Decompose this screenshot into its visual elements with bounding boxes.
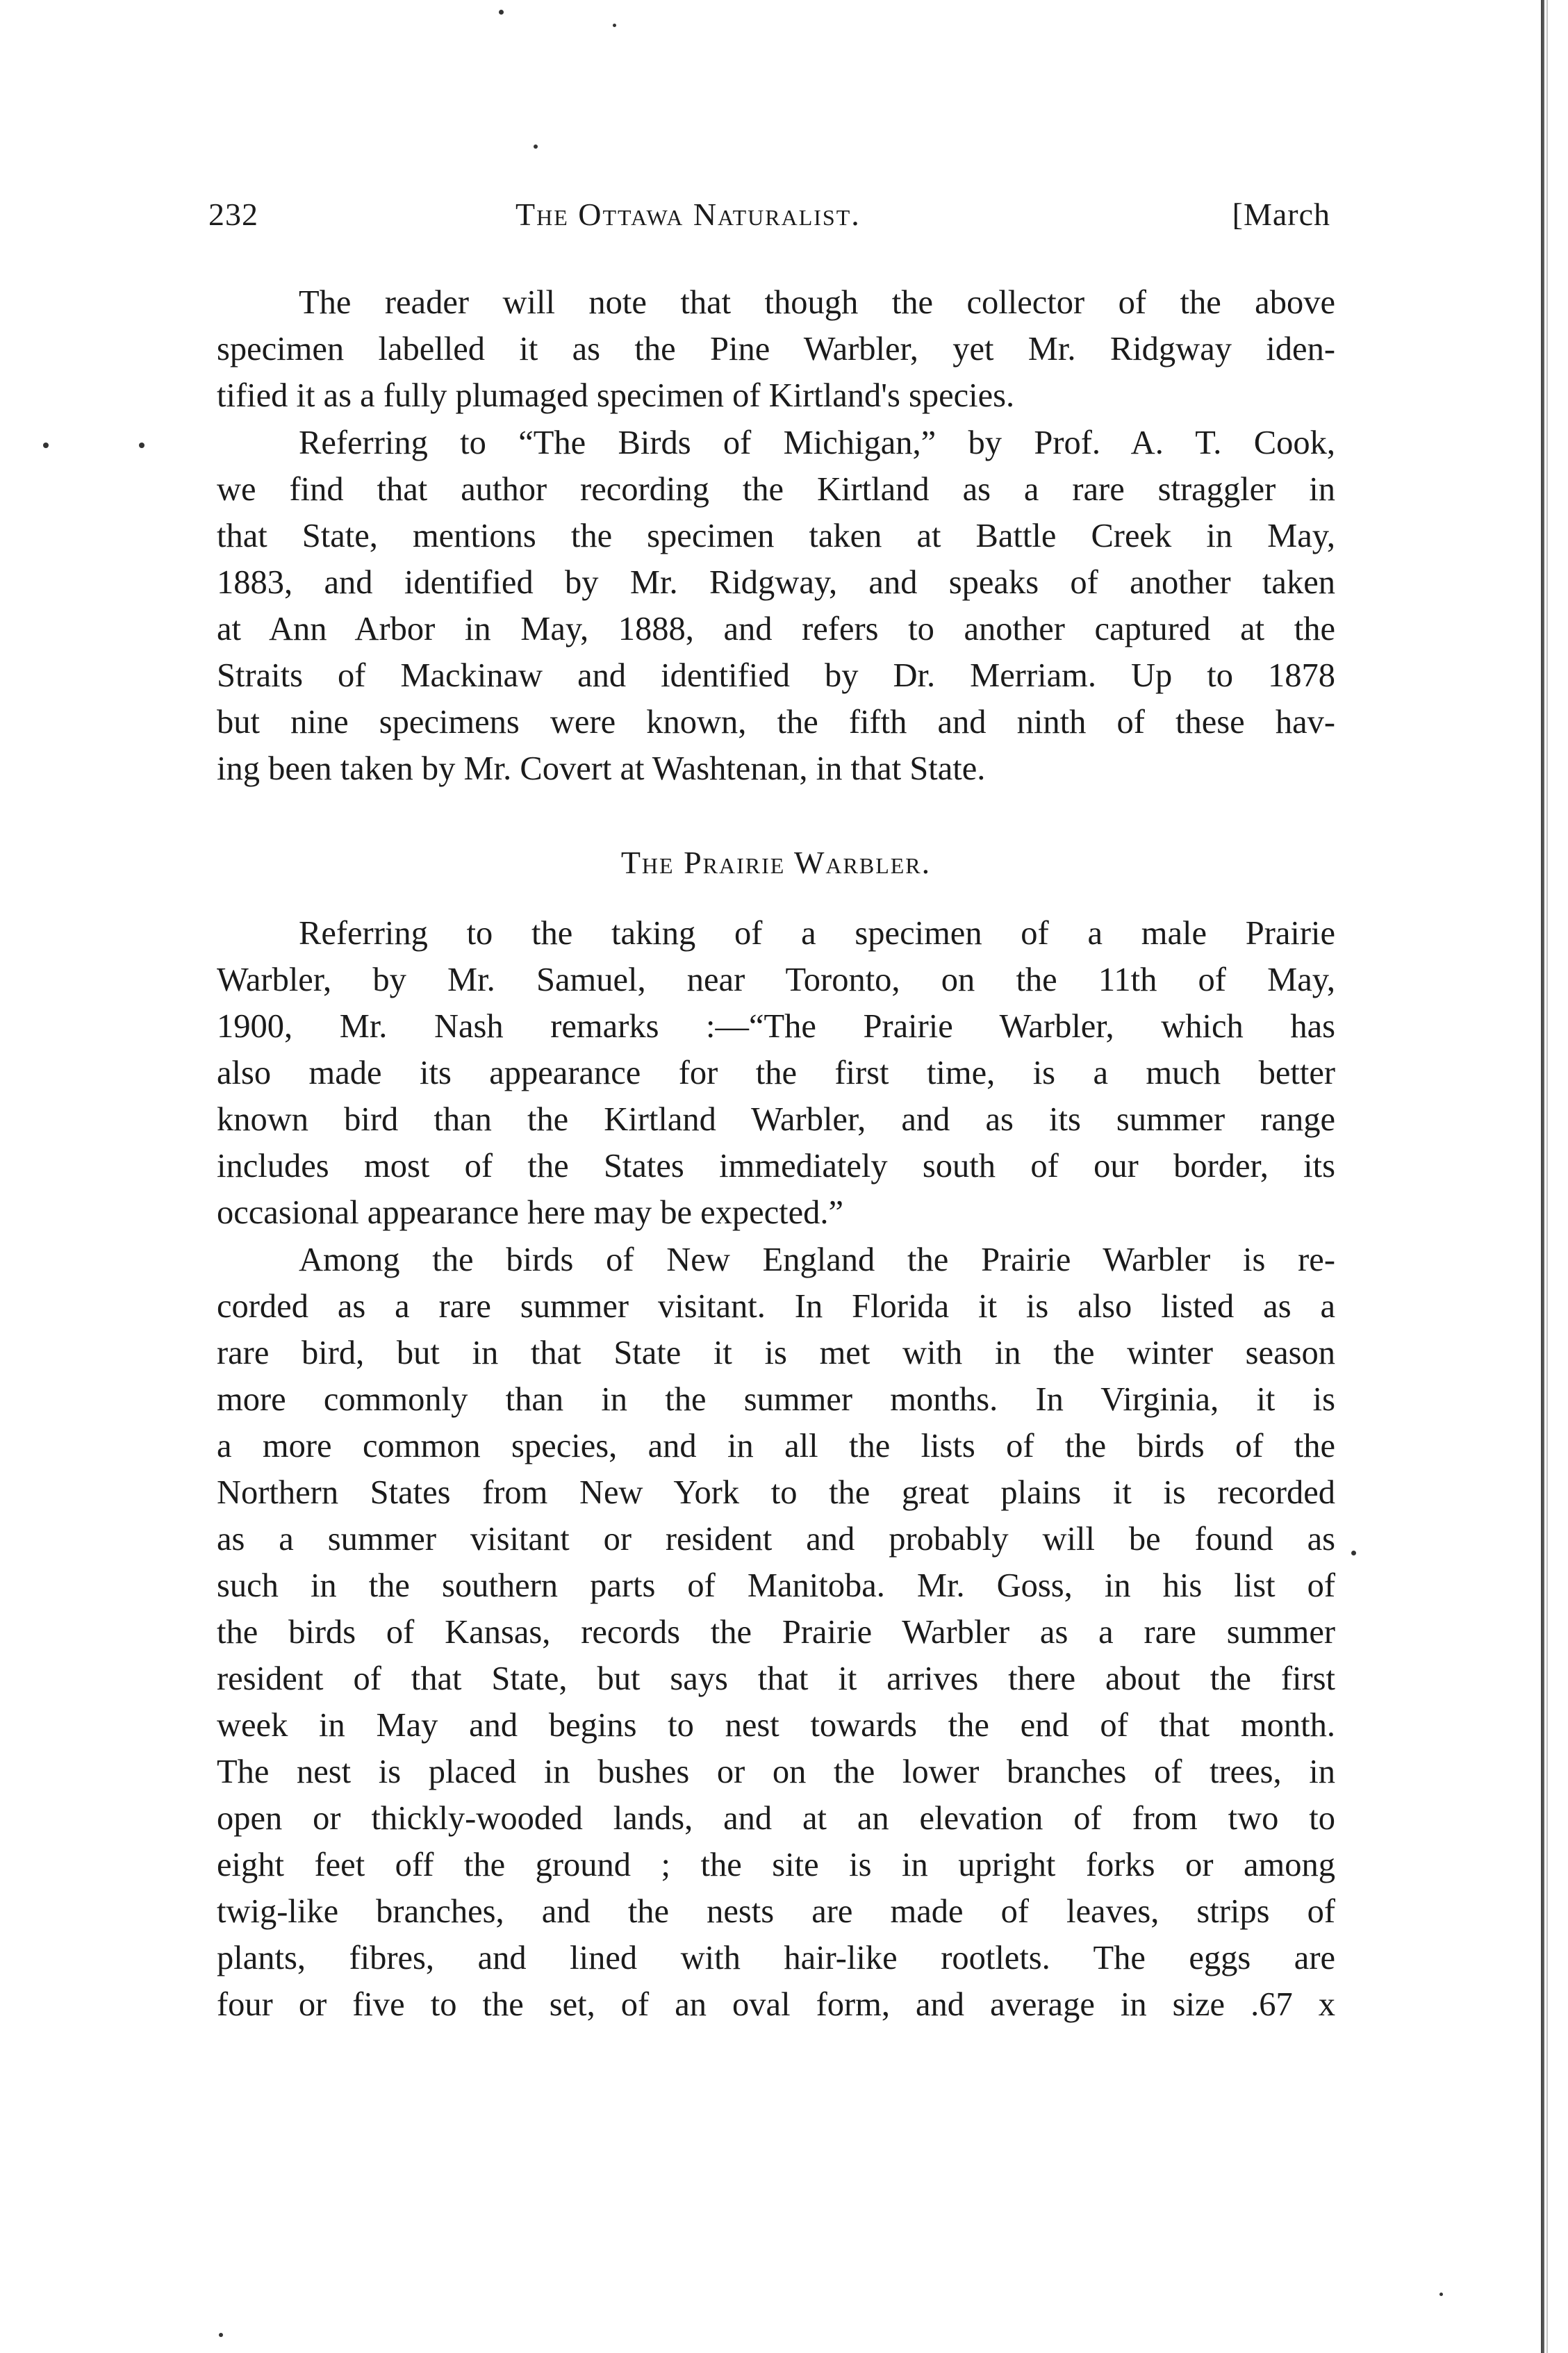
- text-line: four or five to the set, of an oval form, and average in size .67 x: [217, 1986, 1335, 2023]
- text-line: includes most of the States immediately south of our border, its: [217, 1148, 1335, 1184]
- text-line: The reader will note that though the collector of the above: [299, 284, 1335, 321]
- page-edge-shadow-inner: [1546, 0, 1548, 2353]
- text-line: The nest is placed in bushes or on the lower branches of trees, in: [217, 1753, 1335, 1790]
- text-line: plants, fibres, and lined with hair-like rootlets. The eggs are: [217, 1940, 1335, 1976]
- scan-speck: [613, 24, 616, 27]
- paragraph-4: [217, 1237, 1335, 2028]
- text-line: twig-like branches, and the nests are made of leaves, strips of: [217, 1893, 1335, 1930]
- text-line: rare bird, but in that State it is met with in the winter season: [217, 1335, 1335, 1371]
- section-heading: The Prairie Warbler.: [620, 845, 932, 880]
- scan-speck: [499, 10, 504, 15]
- text-line: week in May and begins to nest towards the end of that month.: [217, 1707, 1335, 1744]
- paragraph-3: [217, 910, 1335, 1236]
- paragraph-2: [217, 420, 1335, 792]
- scan-speck: [1439, 2293, 1443, 2296]
- text-line: a more common species, and in all the lists of the birds of the: [217, 1428, 1335, 1464]
- text-line: at Ann Arbor in May, 1888, and refers to another captured at the: [217, 611, 1335, 647]
- text-line: Northern States from New York to the great plains it is recorded: [217, 1474, 1335, 1511]
- scan-speck: [139, 443, 145, 448]
- text-line: that State, mentions the specimen taken at Battle Creek in May,: [217, 518, 1335, 554]
- text-line: Among the birds of New England the Prairie Warbler is re-: [299, 1241, 1335, 1278]
- header-month: [March: [1232, 197, 1330, 232]
- text-line: corded as a rare summer visitant. In Florida it is also listed as a: [217, 1288, 1335, 1325]
- text-line: such in the southern parts of Manitoba. Mr. Goss, in his list of: [217, 1567, 1335, 1604]
- text-line: tified it as a fully plumaged specimen of Kirtland's species.: [217, 377, 1015, 414]
- text-line: open or thickly-wooded lands, and at an elevation of from two to: [217, 1800, 1335, 1837]
- text-line: we find that author recording the Kirtland as a rare straggler in: [217, 471, 1335, 508]
- text-line: known bird than the Kirtland Warbler, and as its summer range: [217, 1101, 1335, 1138]
- scan-speck: [219, 2333, 223, 2337]
- scan-speck: [534, 145, 538, 149]
- paragraph-1: [217, 279, 1335, 419]
- text-line: the birds of Kansas, records the Prairie Warbler as a rare summer: [217, 1614, 1335, 1651]
- scan-speck: [43, 443, 49, 448]
- text-line: occasional appearance here may be expected.”: [217, 1194, 844, 1231]
- page-number: 232: [208, 197, 258, 232]
- text-line: more commonly than in the summer months. In Virginia, it is: [217, 1381, 1335, 1418]
- text-line: resident of that State, but says that it arrives there about the first: [217, 1660, 1335, 1697]
- text-line: Straits of Mackinaw and identified by Dr. Merriam. Up to 1878: [217, 657, 1335, 694]
- page-edge-shadow: [1541, 0, 1544, 2353]
- text-line: Referring to the taking of a specimen of a male Prairie: [299, 915, 1335, 952]
- running-header: [208, 196, 1330, 251]
- text-line: Referring to “The Birds of Michigan,” by Prof. A. T. Cook,: [299, 424, 1335, 461]
- text-line: Warbler, by Mr. Samuel, near Toronto, on the 11th of May,: [217, 961, 1335, 998]
- text-line: 1900, Mr. Nash remarks :—“The Prairie Warbler, which has: [217, 1008, 1335, 1045]
- scan-speck: [1351, 1551, 1356, 1555]
- journal-title: The Ottawa Naturalist.: [515, 197, 861, 232]
- text-line: as a summer visitant or resident and probably will be found as: [217, 1521, 1335, 1558]
- text-line: 1883, and identified by Mr. Ridgway, and speaks of another taken: [217, 564, 1335, 601]
- text-line: eight feet off the ground ; the site is in upright forks or among: [217, 1847, 1335, 1883]
- text-line: ing been taken by Mr. Covert at Washtenan, in that State.: [217, 750, 986, 787]
- text-line: but nine specimens were known, the fifth and ninth of these hav-: [217, 704, 1335, 741]
- text-line: also made its appearance for the first time, is a much better: [217, 1055, 1335, 1091]
- text-line: specimen labelled it as the Pine Warbler, yet Mr. Ridgway iden-: [217, 331, 1335, 368]
